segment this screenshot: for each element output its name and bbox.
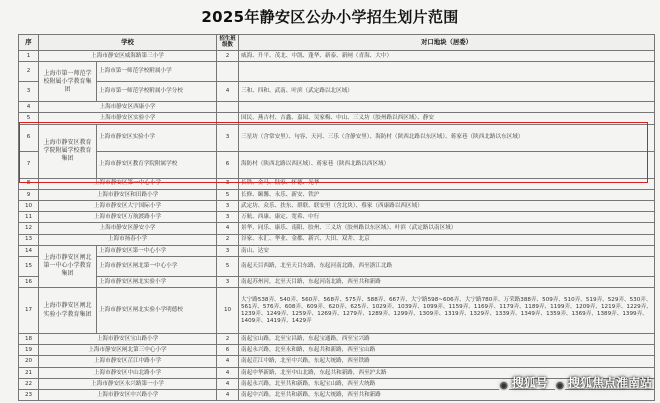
sohu-icon: ◉ (554, 380, 566, 392)
row-area: 三和、四和、武南、叶滨（武定路以北区域） (239, 82, 655, 102)
watermark-right: 搜狐焦点淮南站 (567, 376, 652, 390)
watermark (496, 373, 652, 393)
table-row (19, 212, 655, 223)
row-no: 12 (19, 223, 39, 234)
row-class-count: 4 (217, 82, 239, 102)
row-area: 三星坊（含常安里）、句容、天河、三乐（含静安里）、海防村（陕西北路以东区域）、蒋家巷（陕西北路以东区域） (239, 124, 655, 151)
row-school: 上海市静安区教育学院附属学校 (97, 151, 217, 178)
table-row (19, 102, 655, 113)
row-class-count: 3 (217, 276, 239, 287)
row-area: 南起苏州河，北至天目路，东起河南北路，西至共和新路 (239, 276, 655, 287)
row-area: 南山、达安 (239, 245, 655, 256)
table-row (19, 151, 655, 178)
row-class-count: 4 (217, 378, 239, 389)
row-school: 上海市扬春小学 (39, 234, 217, 245)
row-no: 16 (19, 276, 39, 287)
row-no: 23 (19, 390, 39, 401)
row-no: 10 (19, 200, 39, 211)
row-no: 18 (19, 334, 39, 345)
watermark-left: 搜狐号 (511, 376, 548, 390)
row-no: 21 (19, 367, 39, 378)
row-no: 5 (19, 113, 39, 124)
row-class-count: 3 (217, 212, 239, 223)
table-row (19, 124, 655, 151)
row-no: 17 (19, 288, 39, 334)
row-school: 上海市静安区实验小学 (97, 124, 217, 151)
header-area: 对口地块（居委） (239, 35, 655, 51)
row-no: 2 (19, 62, 39, 82)
header-class-count: 招生班级数 (217, 35, 239, 51)
row-no: 11 (19, 212, 39, 223)
row-school: 上海市静安区西康小学 (39, 102, 217, 113)
row-area: 海防村（陕西北路以西区域）、蒋家巷（陕西北路以西区域） (239, 151, 655, 178)
row-no: 8 (19, 178, 39, 189)
row-school: 上海市静安区大宁国际小学 (39, 200, 217, 211)
row-class-count: 2 (217, 334, 239, 345)
row-no: 7 (19, 151, 39, 178)
row-class-count: 3 (217, 245, 239, 256)
table-row (19, 113, 655, 124)
row-school: 上海市静安区中山北路小学 (39, 367, 217, 378)
group-label: 上海市静安区教育学院附属学校教育集团 (39, 124, 97, 178)
row-area: 大宁路538弄、540弄、560弄、568弄、575弄、588弄、667弄、大宁路598~606弄、大宁路780弄、万荣路388弄、509弄、510弄、519弄、529弄、530弄、561弄、576弄、608弄、609弄、620弄、625弄、1029弄、1039弄、1099弄、1159弄、1169弄、1179弄、1189弄、1199弄、1209弄、1219弄、1229弄、1239弄、1249弄、1259弄、1269弄、1279弄、1289弄、1299弄、1309弄、1319弄、1329弄、1339弄、1349弄、1359弄、1369弄、1389弄、1399弄、1409弄、1419弄、1429弄 (239, 288, 655, 334)
row-class-count: 6 (217, 151, 239, 178)
table-row (19, 223, 655, 234)
row-area: 万航、西康、康定、宽希、中行 (239, 212, 655, 223)
row-school: 上海市静安区闸北第三中心小学 (39, 345, 217, 356)
row-school: 上海市静安区威海路第三小学 (39, 51, 217, 62)
row-school: 上海市静安区永兴路第一小学 (39, 378, 217, 389)
table-row (19, 200, 655, 211)
row-school: 上海市静安区第一中心小学 (97, 245, 217, 256)
row-school: 上海市静安区和田路小学 (39, 189, 217, 200)
row-school: 上海市静安区中兴路小学 (39, 390, 217, 401)
row-area: 南起永兴路，北至永和路，东起共和新路，西至宝山路 (239, 345, 655, 356)
row-school: 上海市第一师范学校附属小学 (97, 62, 217, 82)
table-row (19, 334, 655, 345)
row-area: 国民、燕吉村、吉鑫、嘉园、吴家梅、中山、三义坊（胶州路以西区域）、静安 (239, 113, 655, 124)
row-area (239, 62, 655, 82)
row-no: 20 (19, 356, 39, 367)
group-label: 上海市第一师范学校附属小学教育集团 (39, 62, 97, 102)
table-row (19, 178, 655, 189)
row-class-count: 4 (217, 367, 239, 378)
row-no: 19 (19, 345, 39, 356)
row-class-count: 2 (217, 234, 239, 245)
table-row (19, 189, 655, 200)
group-label: 上海市静安区闸北实验小学教育集团 (39, 288, 97, 334)
sohu-icon: ◉ (498, 380, 510, 392)
row-school: 上海市静安区宝山路小学 (39, 334, 217, 345)
row-no: 6 (19, 124, 39, 151)
group-label: 上海市静安区闸北第一中心小学教育集团 (39, 245, 97, 287)
table-row (19, 62, 655, 82)
row-class-count: 6 (217, 345, 239, 356)
row-area: 长铁、金马、陆家、怀德、光华 (239, 178, 655, 189)
row-area: 南起永兴路，北至共和新路，东起宝山路，西至大统路 (239, 378, 655, 389)
row-class-count: 5 (217, 256, 239, 276)
row-class-count: 10 (217, 288, 239, 334)
table-row (19, 51, 655, 62)
row-no: 9 (19, 189, 39, 200)
table-row (19, 245, 655, 256)
row-area: 南起宝山路，北至宝昌路，东起宝通路，西至宝兴路 (239, 334, 655, 345)
row-area: 武定坊、众乐、扶东、群联、联安里（含北块）、蔡家（西康路以西区域） (239, 200, 655, 211)
row-school: 上海市静安区静安小学 (39, 223, 217, 234)
row-no: 3 (19, 82, 39, 102)
row-school: 上海市第一师范学校附属小学分校 (97, 82, 217, 102)
row-school: 上海市静安区闸北实验小学 (97, 276, 217, 287)
row-no: 1 (19, 51, 39, 62)
table-header-row (19, 35, 655, 51)
row-no: 4 (19, 102, 39, 113)
row-class-count: 2 (217, 51, 239, 62)
enrollment-table (18, 34, 655, 401)
row-class-count: 3 (217, 124, 239, 151)
row-area: 南起中兴路，北至共和新路，东起大统路，西至共和新路 (239, 390, 655, 401)
header-school: 学校 (39, 35, 217, 51)
table-row (19, 256, 655, 276)
row-area: 南起芷江中路，北至中兴路，东起大统路，西至铁路 (239, 356, 655, 367)
row-class-count: 4 (217, 390, 239, 401)
row-area: 威海、升平、茂北、中凯、蓬华、新泰、新闸（青海、大中） (239, 51, 655, 62)
row-area (239, 102, 655, 113)
table-row (19, 276, 655, 287)
header-no: 序 (19, 35, 39, 51)
row-class-count (217, 62, 239, 82)
row-area: 长修、颐馨、永乐、新安、铁沪 (239, 189, 655, 200)
row-area: 景华、同乐、康乐、南阳、胶州、三义坊（胶州路以东区域）、叶滨（武定路以南区域） (239, 223, 655, 234)
row-school: 上海市静安区闸北实验小学明德校 (97, 288, 217, 334)
row-no: 22 (19, 378, 39, 389)
row-school: 上海市静安区实验小学 (39, 113, 217, 124)
row-no: 15 (19, 256, 39, 276)
table-row (19, 82, 655, 102)
row-class-count: 3 (217, 178, 239, 189)
table-row (19, 345, 655, 356)
row-school: 上海市静安区芷江中路小学 (39, 356, 217, 367)
table-row (19, 356, 655, 367)
row-area: 南起天目西路，北至天目东路，东起河南北路，西至浙江北路 (239, 256, 655, 276)
row-school: 上海市静安区闸北第一中心小学 (97, 256, 217, 276)
row-class-count: 4 (217, 223, 239, 234)
row-no: 14 (19, 245, 39, 256)
row-class-count: 3 (217, 200, 239, 211)
row-class-count: 5 (217, 189, 239, 200)
row-no: 13 (19, 234, 39, 245)
row-school: 上海市静安区第一中心小学 (39, 178, 217, 189)
row-school: 上海市静安区万航渡路小学 (39, 212, 217, 223)
page-title: 2025年静安区公办小学招生划片范围 (201, 8, 459, 26)
row-area: 谷家、永汇、华业、金都、新兴、大田、双井、北京 (239, 234, 655, 245)
row-class-count: 4 (217, 356, 239, 367)
row-area: 南起中华新路，北至中山北路，东起共和新路，西至沪太路 (239, 367, 655, 378)
table-row (19, 288, 655, 334)
table-row (19, 234, 655, 245)
row-class-count (217, 102, 239, 113)
row-class-count (217, 113, 239, 124)
